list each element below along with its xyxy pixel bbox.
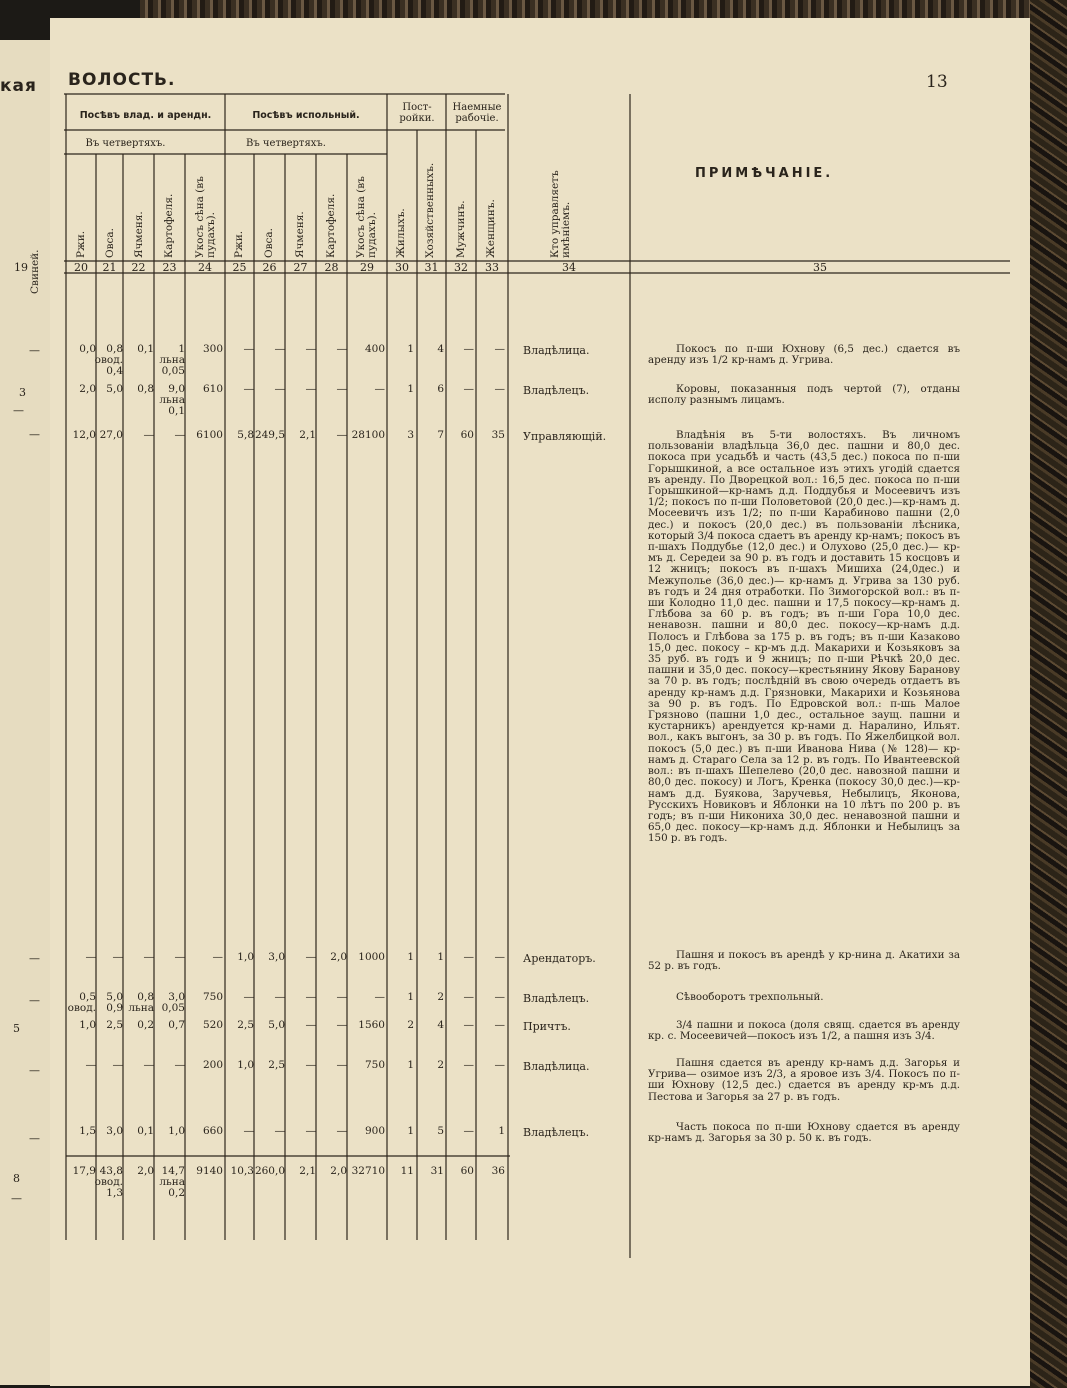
manager-cell: Владѣлица. (523, 1060, 590, 1073)
table-cell: — (494, 383, 505, 395)
table-cell: 1560 (358, 1019, 385, 1031)
table-cell: — (243, 1125, 254, 1137)
table-cell: — (494, 1019, 505, 1031)
table-cell: — (336, 1059, 347, 1071)
table-cell: — (112, 951, 123, 963)
right-page (50, 18, 1030, 1386)
table-cell: 2,0 (79, 383, 96, 395)
col-number: 31 (424, 261, 439, 274)
note-text: Пашня и покосъ въ арендѣ у кр-нина д. Акатихи за 52 р. въ годъ. (648, 949, 960, 973)
table-cell: — (305, 951, 316, 963)
table-cell: 1 (407, 1125, 414, 1137)
header-postroiki: Пост-ройки. (399, 102, 435, 124)
header-rzhi-1: Ржи. (75, 230, 87, 258)
header-kartofelya-2: Картофеля. (325, 193, 337, 258)
table-cell: 0,7 (168, 1019, 185, 1031)
table-cell: 0,8 (137, 383, 154, 395)
table-cell: — (174, 951, 185, 963)
note-text: 3/4 пашни и покоса (доля свящ. сдается въ аренду кр. с. Мосеевичей—покосъ изъ 1/2, а пашня изъ 3/4. (648, 1019, 960, 1043)
table-cell: — (336, 429, 347, 441)
header-ovsa-1: Овса. (104, 228, 116, 258)
table-cell: 2,1 (299, 429, 316, 441)
table-cell: — (305, 383, 316, 395)
left-row: — (13, 404, 24, 417)
table-cell: 2,5 (237, 1019, 254, 1031)
table-cell: — (305, 343, 316, 355)
table-cell: 2 (437, 1059, 444, 1071)
table-cell: — (174, 429, 185, 441)
table-cell: 2,5 (106, 1019, 123, 1031)
table-cell: 1 (498, 1125, 505, 1137)
header-kartofelya-1: Картофеля. (163, 193, 175, 258)
note-text: Владѣнія въ 5-ти волостяхъ. Въ личномъ пользованіи владѣльца 36,0 дес. пашни и 80,0 дес. покоса при усадьбѣ и часть (43,5 дес.) покоса по п-ши Горышкиной, а все остальное изъ этихъ угодій сдается въ аренду. По Дворецкой вол.: 16,5 дес. покоса по п-ши Горышкиной—кр-намъ д.д. Поддубья и Мосеевичъ изъ 1/2; покосъ по п-ши Половетовой (20,0 дес.)—кр-намъ д. Мосеевичъ изъ 1/2; по п-ши Карабиново пашни (2,0 дес.) и покосъ (20,0 дес.) въ пользованіи лѣсника, который 3/4 покоса сдаетъ въ аренду кр-намъ; покосъ въ п-шахъ Поддубье (12,0 дес.) и Олухово (25,0 дес.)— кр-мъ д. Середеи за 90 р. въ годъ и доставить 15 косцовъ и 12 жницъ; покосъ въ п-шахъ Мишиха (24,0дес.) и Межуполье (36,0 дес.)— кр-намъ д. Угрива за 130 руб. въ годъ и 24 дня отработки. По Зимогорской вол.: въ п-ши Колодно 11,0 дес. пашни и 17,5 покосу—кр-намъ д. Глѣбова за 60 р. въ годъ; въ п-ши Гора 10,0 дес. ненавозн. пашни и 80,0 дес. покосу—кр-намъ д.д. Полосъ и Глѣбова за 175 р. въ годъ; въ п-ши Казаково 15,0 дес. покосу – кр-мъ д.д. Макарихи и Козьяковъ за 35 руб. въ годъ и 9 жницъ; по п-ши Рѣчкѣ 20,0 дес. пашни и 35,0 дес. покосу—крестьянину Якову Баранову за 70 р. въ годъ; послѣдній въ свою очередь отдаетъ въ аренду кр-намъ д.д. Грязновки, Макарихи и Козьянова за 90 р. въ годъ. По Едровской вол.: п-шь Малое Грязново (пашни 1,0 дес., остальное заущ. пашни и кустарникъ) арендуется кр-нами д. Наралино, Ильят. вол., какъ выгонъ, за 30 р. въ годъ. По Яжелбицкой вол. покосъ (5,0 дес.) въ п-ши Иванова Нива (№ 128)— кр-намъ д. Стараго Села за 12 р. въ годъ. По Ивантеевской вол.: въ п-шахъ Шепелево (20,0 дес. навозной пашни и 80,0 дес. покосу) и Логъ, Кренка (покосу 30,0 дес.)—кр-намъ д.д. Буякова, Заручевья, Небылицъ, Яконова, Русскихъ Новиковъ и Яблонки на 10 лѣтъ по 200 р. въ годъ; въ п-ши Никонихa 30,0 дес. ненавозной пашни и 65,0 дес. покосу—кр-намъ д.д. Яблонки и Небылицъ за 150 р. въ годъ. (648, 429, 960, 845)
table-cell: 660 (202, 1125, 223, 1137)
table-cell: 2,1 (299, 1165, 316, 1177)
table-cell: 17,9 (72, 1165, 96, 1177)
table-cell: 200 (202, 1059, 223, 1071)
table-cell: — (374, 991, 385, 1003)
manager-cell: Владѣлица. (523, 344, 590, 357)
manager-cell: Управляющій. (523, 430, 607, 443)
table-cell: 5 (437, 1125, 444, 1137)
col-number: 21 (102, 261, 117, 274)
table-cell: 3 (407, 429, 414, 441)
table-cell: — (305, 991, 316, 1003)
table-cell: 12,0 (72, 429, 96, 441)
table-cell: 1 (437, 951, 444, 963)
left-page-title: кая (0, 76, 37, 96)
table-cell: 9,0 льна 0,1 (159, 383, 185, 417)
header-naemnye: Наемные рабочіе. (452, 102, 502, 124)
left-row: 3 (19, 386, 26, 399)
manager-cell: Владѣлецъ. (523, 992, 590, 1005)
left-row: — (29, 994, 40, 1007)
table-cell: — (274, 1125, 285, 1137)
col-number: 34 (562, 261, 576, 274)
col-number: 35 (813, 261, 827, 274)
table-cell: — (305, 1125, 316, 1137)
table-cell: 27,0 (99, 429, 123, 441)
note-row-6 (648, 1020, 960, 1042)
header-zhilykh: Жилыхъ. (395, 208, 407, 258)
table-cell: 2,0 (330, 951, 347, 963)
table-cell: 10,3 (230, 1165, 254, 1177)
table-cell: — (274, 383, 285, 395)
table-cell: 2,0 (330, 1165, 347, 1177)
table-cell: — (274, 343, 285, 355)
table-cell: 4 (437, 1019, 444, 1031)
table-cell: 0,1 (137, 1125, 154, 1137)
table-cell: 1,0 (79, 1019, 96, 1031)
table-cell: — (336, 343, 347, 355)
left-row: — (11, 1192, 22, 1205)
table-cell: 1 (407, 951, 414, 963)
table-cell: 36 (491, 1165, 505, 1177)
note-row-5 (648, 992, 960, 1003)
col-number: 26 (262, 261, 277, 274)
left-row: — (29, 344, 40, 357)
table-cell: 0,0 (79, 343, 96, 355)
header-khozyaistvennykh: Хозяйственныхъ. (424, 162, 436, 258)
header-kto-upravlyaet: Кто управляетъ имѣніемъ. (549, 170, 572, 258)
table-cell: — (463, 1125, 474, 1137)
table-cell: 28100 (351, 429, 385, 441)
table-cell: — (336, 1125, 347, 1137)
table-cell: 1,0 (168, 1125, 185, 1137)
manager-cell: Владѣлецъ. (523, 1126, 590, 1139)
table-cell: 5,0 0,9 (106, 991, 123, 1014)
note-text: Сѣвооборотъ трехпольный. (676, 991, 824, 1003)
table-cell: 0,5 овод. (67, 991, 96, 1014)
header-ovsa-2: Овса. (263, 228, 275, 258)
table-cell: — (336, 1019, 347, 1031)
table-cell: 3,0 0,05 (161, 991, 185, 1014)
note-row-1 (648, 344, 960, 366)
left-row: 8 (13, 1172, 20, 1185)
table-cell: 0,1 (137, 343, 154, 355)
page-title: ВОЛОСТЬ. (68, 70, 176, 90)
note-text: Покосъ по п-ши Юхнову (6,5 дес.) сдается въ аренду изъ 1/2 кр-намъ д. Угрива. (648, 343, 960, 367)
table-cell: 249,5 (254, 429, 285, 441)
table-cell: — (174, 1059, 185, 1071)
table-cell: 1 (407, 383, 414, 395)
table-cell: — (374, 383, 385, 395)
table-cell: 2 (437, 991, 444, 1003)
left-col-number: 19 (14, 261, 28, 274)
table-cell: 11 (400, 1165, 414, 1177)
book-spine (1030, 0, 1067, 1388)
header-muzhchin: Мужчинъ. (455, 200, 467, 258)
table-cell: — (463, 383, 474, 395)
table-cell: — (243, 343, 254, 355)
left-row: — (29, 952, 40, 965)
table-cell: 400 (364, 343, 385, 355)
header-primechanie: ПРИМѢЧАНІЕ. (695, 166, 834, 181)
table-cell: 260,0 (254, 1165, 285, 1177)
table-cell: 610 (202, 383, 223, 395)
table-cell: 1 (407, 991, 414, 1003)
header-v-chetvertyakh-2: Въ четвертяхъ. (246, 138, 326, 149)
table-cell: 300 (202, 343, 223, 355)
table-cell: 7 (437, 429, 444, 441)
table-cell: 5,0 (268, 1019, 285, 1031)
table-cell: 2,5 (268, 1059, 285, 1071)
table-cell: 43,8 овод. 1,3 (94, 1165, 123, 1199)
table-cell: 0,8 льна (128, 991, 154, 1014)
table-cell: 6100 (196, 429, 223, 441)
table-cell: 4 (437, 343, 444, 355)
table-cell: — (112, 1059, 123, 1071)
table-cell: — (212, 951, 223, 963)
col-number: 23 (162, 261, 177, 274)
col-number: 29 (360, 261, 374, 274)
header-v-chetvertyakh-1: Въ четвертяхъ. (85, 138, 166, 149)
col-number: 32 (454, 261, 468, 274)
table-cell: 60 (460, 1165, 474, 1177)
table-cell: 1,0 (237, 1059, 254, 1071)
table-cell: 9140 (196, 1165, 223, 1177)
table-cell: 520 (202, 1019, 223, 1031)
header-zhenshchin: Женщинъ. (485, 199, 497, 258)
page-number: 13 (926, 72, 948, 92)
col-number: 24 (198, 261, 212, 274)
note-row-2 (648, 384, 960, 406)
note-text: Пашня сдается въ аренду кр-намъ д.д. Загорья и Угрива— озимое изъ 2/3, а яровое изъ 3/4. Покосъ по п-ши Юхнову (12,5 дес.) сдается въ аренду кр-мъ д.д. Пестова и Загорья за 27 р. въ годъ. (648, 1057, 960, 1103)
left-row: — (29, 1064, 40, 1077)
manager-cell: Причтъ. (523, 1020, 571, 1033)
table-cell: — (274, 991, 285, 1003)
note-row-3 (648, 430, 960, 845)
table-cell: 0,8 овод. 0,4 (94, 343, 123, 377)
manager-cell: Арендаторъ. (523, 952, 596, 965)
header-ukos-2: Укосъ сѣна (въ пудахъ). (355, 176, 378, 258)
table-cell: 750 (364, 1059, 385, 1071)
table-cell: — (85, 951, 96, 963)
table-cell: 1 льна 0,05 (159, 343, 185, 377)
table-cell: 0,2 (137, 1019, 154, 1031)
table-cell: 1 (407, 343, 414, 355)
table-cell: 1,0 (237, 951, 254, 963)
header-posev-vlad: Посѣвъ влад. и арендн. (79, 110, 212, 121)
table-cell: — (463, 343, 474, 355)
table-cell: — (305, 1059, 316, 1071)
col-number: 33 (485, 261, 499, 274)
left-row: 5 (13, 1022, 20, 1035)
col-number: 27 (293, 261, 308, 274)
left-page (0, 40, 52, 1385)
table-cell: — (494, 343, 505, 355)
col-number: 20 (74, 261, 88, 274)
table-cell: — (463, 991, 474, 1003)
table-cell: — (243, 991, 254, 1003)
left-row: — (29, 1132, 40, 1145)
table-cell: 3,0 (268, 951, 285, 963)
table-cell: 5,0 (106, 383, 123, 395)
table-cell: 2 (407, 1019, 414, 1031)
table-cell: — (463, 1019, 474, 1031)
table-cell: 60 (460, 429, 474, 441)
table-cell: 2,0 (137, 1165, 154, 1177)
col-number: 30 (395, 261, 409, 274)
table-cell: — (243, 383, 254, 395)
note-row-7 (648, 1058, 960, 1103)
table-cell: 1000 (358, 951, 385, 963)
note-text: Часть покоса по п-ши Юхнову сдается въ аренду кр-намъ д. Загорья за 30 р. 50 к. въ годъ. (648, 1121, 960, 1145)
note-row-8 (648, 1122, 960, 1144)
table-cell: 35 (491, 429, 505, 441)
header-yachmenya-1: Ячменя. (133, 211, 145, 258)
table-cell: — (143, 951, 154, 963)
header-yachmenya-2: Ячменя. (294, 211, 306, 258)
table-cell: — (336, 383, 347, 395)
table-cell: 750 (202, 991, 223, 1003)
table-cell: — (463, 1059, 474, 1071)
table-cell: 1 (407, 1059, 414, 1071)
table-cell: — (305, 1019, 316, 1031)
table-cell: — (85, 1059, 96, 1071)
left-row: — (29, 428, 40, 441)
table-cell: — (143, 429, 154, 441)
table-cell: 32710 (351, 1165, 385, 1177)
table-cell: 31 (430, 1165, 444, 1177)
table-cell: 900 (364, 1125, 385, 1137)
note-text: Коровы, показанныя подъ чертой (7), отданы исполу разнымъ лицамъ. (648, 383, 960, 407)
table-cell: 14,7 льна 0,2 (159, 1165, 185, 1199)
table-cell: — (494, 1059, 505, 1071)
table-cell: — (494, 951, 505, 963)
col-number: 25 (232, 261, 247, 274)
header-rzhi-2: Ржи. (233, 230, 245, 258)
header-posev-ispolny: Посѣвъ испольный. (252, 110, 360, 121)
col-number: 28 (324, 261, 339, 274)
manager-cell: Владѣлецъ. (523, 384, 590, 397)
table-cell: 5,8 (237, 429, 254, 441)
note-row-4 (648, 950, 960, 972)
table-cell: — (494, 991, 505, 1003)
table-cell: 3,0 (106, 1125, 123, 1137)
table-cell: — (336, 991, 347, 1003)
header-svinei: Свиней. (29, 249, 41, 294)
col-number: 22 (131, 261, 146, 274)
table-cell: — (463, 951, 474, 963)
header-ukos-1: Укосъ сѣна (въ пудахъ). (194, 176, 217, 258)
table-cell: — (143, 1059, 154, 1071)
table-cell: 6 (437, 383, 444, 395)
table-cell: 1,5 (79, 1125, 96, 1137)
